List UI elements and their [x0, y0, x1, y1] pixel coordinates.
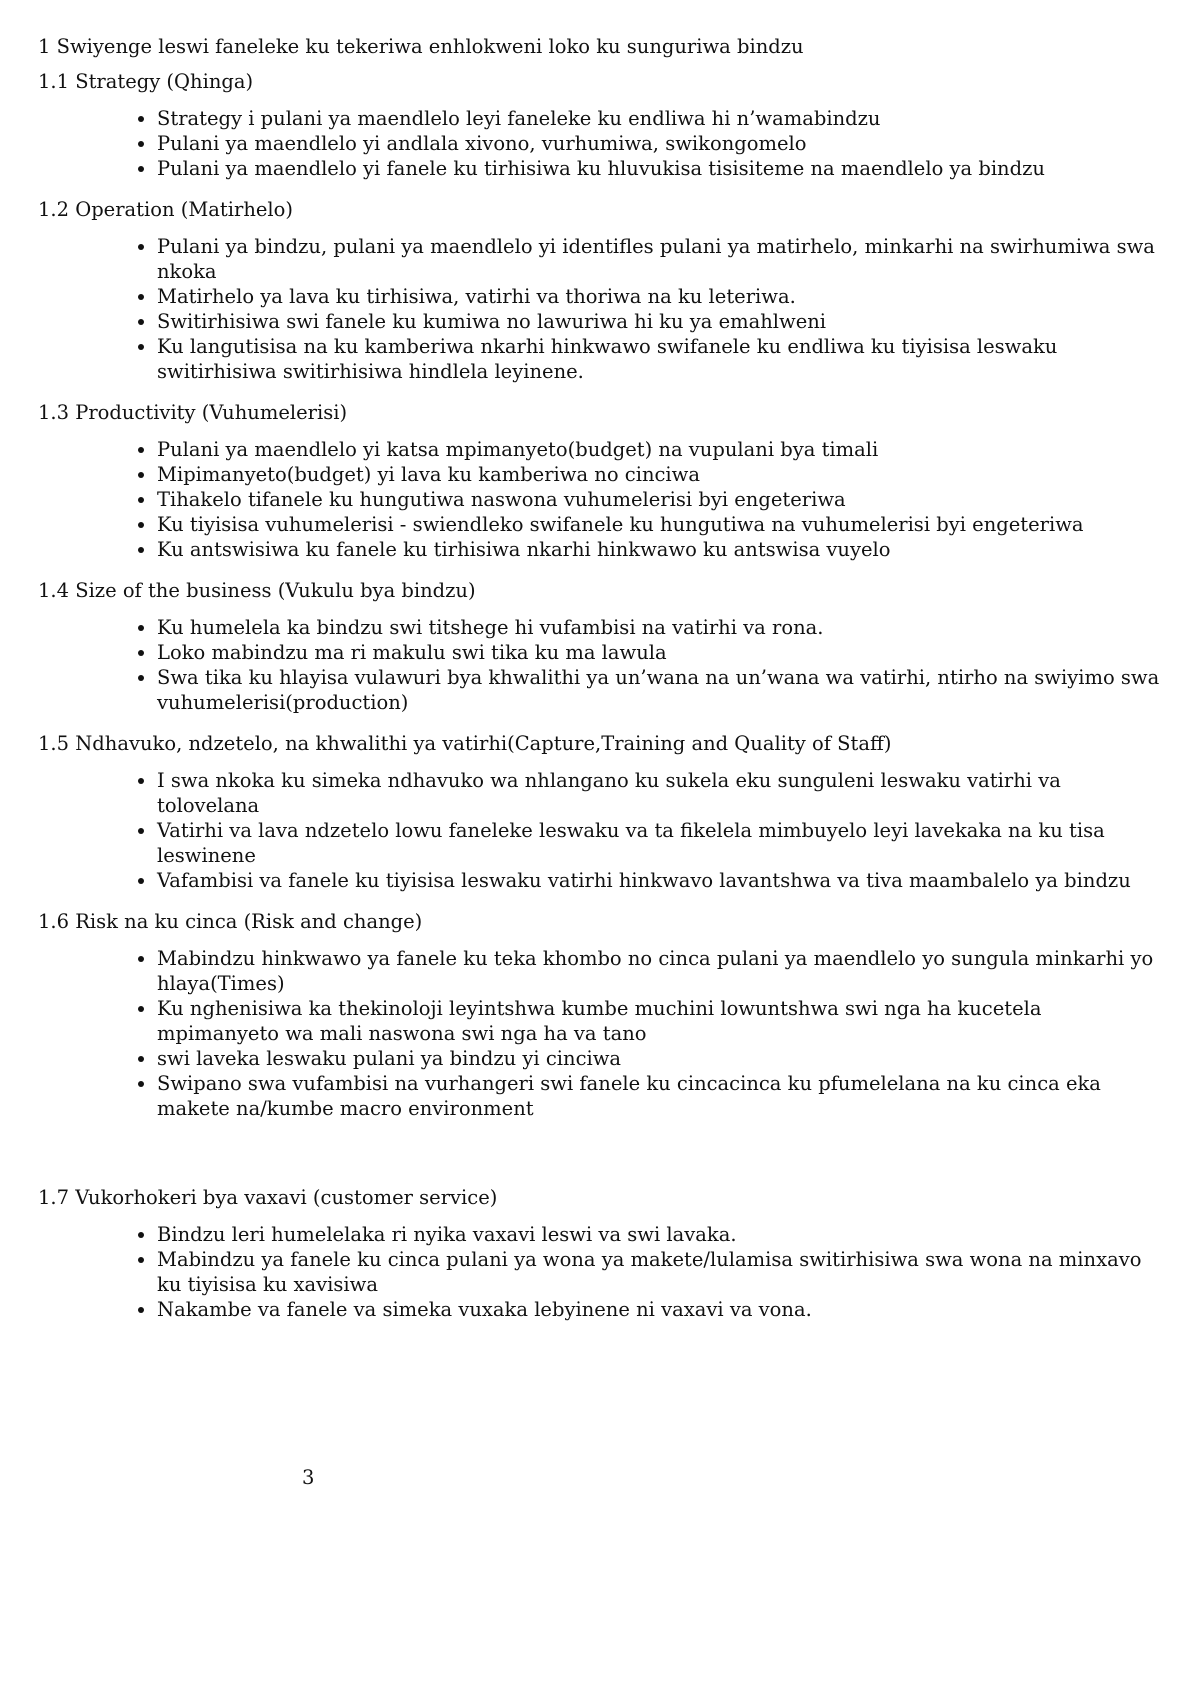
list-item: • Ku humelela ka bindzu swi titshege hi vufambisi na vatirhi va rona. [157, 615, 1168, 640]
list-item: • Ku langutisisa na ku kamberiwa nkarhi hinkwawo swifanele ku endliwa ku tiyisisa leswaku switirhisiwa switirhisiwa hindlela leyinene. [157, 334, 1168, 384]
list-item: • Pulani ya maendlelo yi andlala xivono, vurhumiwa, swikongomelo [157, 131, 1168, 156]
section-heading: 1.3 Productivity (Vuhumelerisi) [38, 401, 348, 424]
document-page [38, 30, 1168, 1338]
section [38, 909, 1168, 1121]
list-item: • Vatirhi va lava ndzetelo lowu faneleke leswaku va ta fikelela mimbuyelo leyi lavekaka na ku tisa leswinene [157, 818, 1168, 868]
section-heading: 1.1 Strategy (Qhinga) [38, 70, 254, 93]
list-item: • Mabindzu ya fanele ku cinca pulani ya wona ya makete/lulamisa switirhisiwa swa wona na minxavo ku tiyisisa ku xavisiwa [157, 1247, 1168, 1297]
list-item: • Loko mabindzu ma ri makulu swi tika ku ma lawula [157, 640, 1168, 665]
bullet-list [38, 768, 1168, 893]
bullet-list [38, 1222, 1168, 1322]
list-item: • Ku nghenisiwa ka thekinoloji leyintshwa kumbe muchini lowuntshwa swi nga ha kucetela mpimanyeto wa mali naswona swi nga ha va tano [157, 996, 1168, 1046]
section [38, 1185, 1168, 1322]
section [38, 400, 1168, 562]
page-number: 3 [302, 1466, 315, 1489]
list-item: • Ku antswisiwa ku fanele ku tirhisiwa nkarhi hinkwawo ku antswisa vuyelo [157, 537, 1168, 562]
section [38, 69, 1168, 181]
bullet-list [38, 106, 1168, 181]
list-item: • Pulani ya maendlelo yi katsa mpimanyeto(budget) na vupulani bya timali [157, 437, 1168, 462]
section-heading: 1.6 Risk na ku cinca (Risk and change) [38, 910, 423, 933]
bullet-list [38, 615, 1168, 715]
list-item: • I swa nkoka ku simeka ndhavuko wa nhlangano ku sukela eku sunguleni leswaku vatirhi va tolovelana [157, 768, 1168, 818]
list-item: • Vafambisi va fanele ku tiyisisa leswaku vatirhi hinkwavo lavantshwa va tiva maambalelo ya bindzu [157, 868, 1168, 893]
list-item: • Mipimanyeto(budget) yi lava ku kamberiwa no cinciwa [157, 462, 1168, 487]
list-item: • Ku tiyisisa vuhumelerisi - swiendleko swifanele ku hungutiwa na vuhumelerisi byi engeteriwa [157, 512, 1168, 537]
list-item: • Strategy i pulani ya maendlelo leyi faneleke ku endliwa hi n’wamabindzu [157, 106, 1168, 131]
section [38, 731, 1168, 893]
list-item: • Mabindzu hinkwawo ya fanele ku teka khombo no cinca pulani ya maendlelo yo sungula minkarhi yo hlaya(Times) [157, 946, 1168, 996]
section-heading: 1.7 Vukorhokeri bya vaxavi (customer service) [38, 1186, 498, 1209]
list-item: • Matirhelo ya lava ku tirhisiwa, vatirhi va thoriwa na ku leteriwa. [157, 284, 1168, 309]
section-heading: 1.4 Size of the business (Vukulu bya bindzu) [38, 579, 476, 602]
bullet-list [38, 234, 1168, 384]
list-item: • Nakambe va fanele va simeka vuxaka lebyinene ni vaxavi va vona. [157, 1297, 1168, 1322]
blank-space [38, 1137, 1168, 1185]
list-item: • Switirhisiwa swi fanele ku kumiwa no lawuriwa hi ku ya emahlweni [157, 309, 1168, 334]
document-title: 1 Swiyenge leswi faneleke ku tekeriwa enhlokweni loko ku sunguriwa bindzu [38, 35, 804, 58]
bullet-list [38, 946, 1168, 1121]
section-heading: 1.5 Ndhavuko, ndzetelo, na khwalithi ya vatirhi(Capture,Training and Quality of Staff) [38, 732, 892, 755]
list-item: • Tihakelo tifanele ku hungutiwa naswona vuhumelerisi byi engeteriwa [157, 487, 1168, 512]
list-item: • Swipano swa vufambisi na vurhangeri swi fanele ku cincacinca ku pfumelelana na ku cinca eka makete na/kumbe macro environment [157, 1071, 1168, 1121]
list-item: • Swa tika ku hlayisa vulawuri bya khwalithi ya un’wana na un’wana wa vatirhi, ntirho na swiyimo swa vuhumelerisi(production) [157, 665, 1168, 715]
bullet-list [38, 437, 1168, 562]
list-item: • swi laveka leswaku pulani ya bindzu yi cinciwa [157, 1046, 1168, 1071]
list-item: • Bindzu leri humelelaka ri nyika vaxavi leswi va swi lavaka. [157, 1222, 1168, 1247]
list-item: • Pulani ya bindzu, pulani ya maendlelo yi identifles pulani ya matirhelo, minkarhi na swirhumiwa swa nkoka [157, 234, 1168, 284]
list-item: • Pulani ya maendlelo yi fanele ku tirhisiwa ku hluvukisa tisisiteme na maendlelo ya bindzu [157, 156, 1168, 181]
section [38, 578, 1168, 715]
section-heading: 1.2 Operation (Matirhelo) [38, 198, 294, 221]
section [38, 197, 1168, 384]
